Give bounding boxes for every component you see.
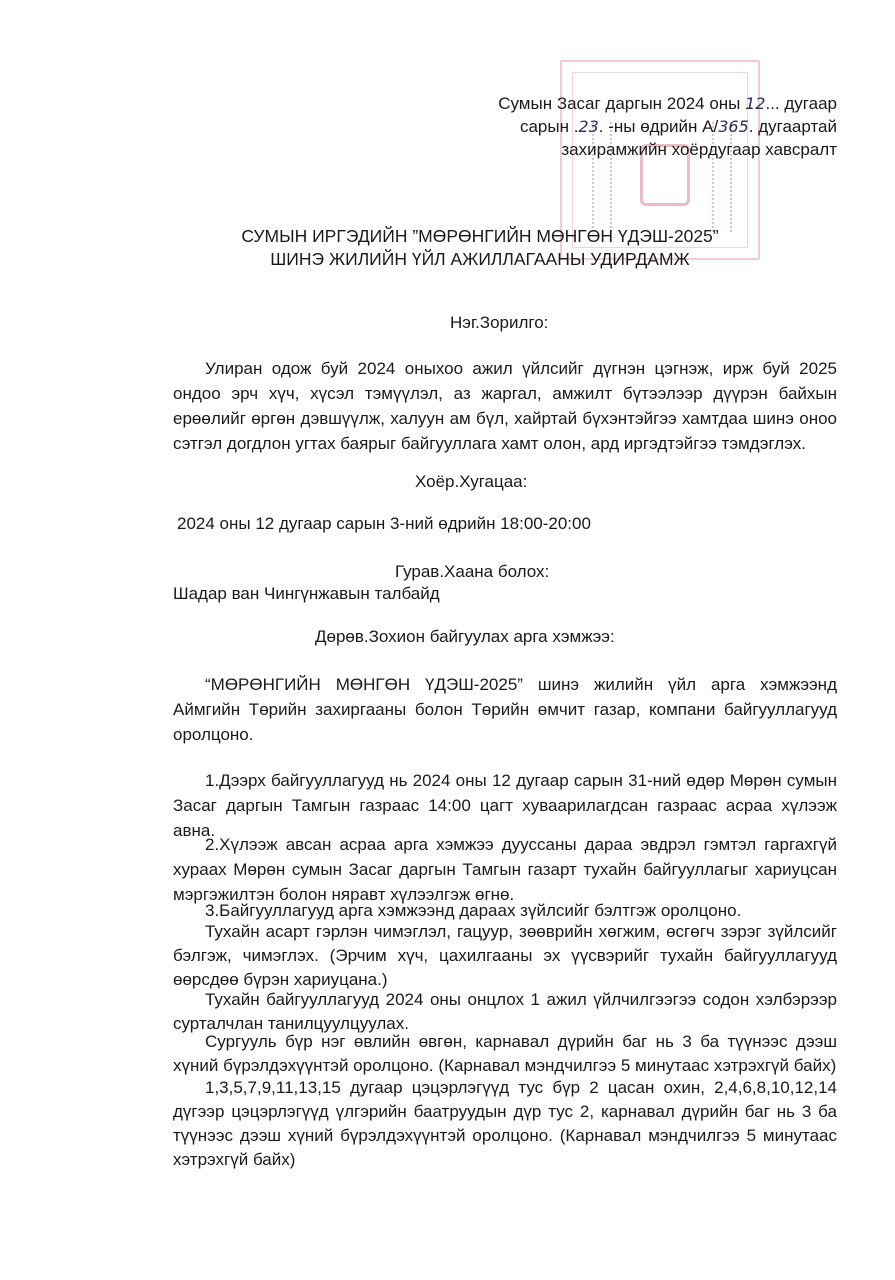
section-3-heading: Гурав.Хаана болох: (395, 562, 550, 581)
section-2-body: 2024 оны 12 дугаар сарын 3-ний өдрийн 18:00-20:00 (177, 514, 591, 533)
section-4-item-2: 2.Хүлээж авсан асраа арга хэмжээ дууссаны дараа эвдрэл гэмтэл гаргахгүй хураах Мөрөн сумын Засаг даргын Тамгын газарт тухайн байгууллагыг хариуцсан мэргэжилтэн болон няравт хүлээлгэж өгнө. (173, 835, 837, 904)
section-4-item-5: Тухайн байгууллагууд 2024 оны онцлох 1 ажил үйлчилгээгээ содон хэлбэрээр сурталчлан танилцуулцуулах. (173, 990, 837, 1033)
section-4-heading: Дөрөв.Зохион байгуулах арга хэмжээ: (315, 627, 615, 646)
handwritten-day: 23 (578, 117, 599, 136)
annex-line-3: захирамжийн хоёрдугаар хавсралт (561, 140, 837, 159)
annex-reference (498, 92, 837, 161)
annex-line-1: Сумын Засаг даргын 2024 оны 12... дугаар (498, 94, 837, 113)
section-4-item-7: 1,3,5,7,9,11,13,15 дугаар цэцэрлэгүүд тус бүр 2 цасан охин, 2,4,6,8,10,12,14 дүгээр цэцэрлэгүүд үлгэрийн баатруудын дүр тус 2, карнавал дүрийн баг нь 3 ба түүнээс дээш хүний бүрэлдэхүүнтэй оролцоно. (Карнавал мэндчилгээ 5 минутаас хэтрэхгүй байх) (173, 1078, 837, 1169)
title-line-1: СУМЫН ИРГЭДИЙН ”МӨРӨНГИЙН МӨНГӨН ҮДЭШ-2025” (241, 226, 719, 246)
section-1-body: Улиран одож буй 2024 оныхоо ажил үйлсийг дүгнэн цэгнэж, ирж буй 2025 ондоо эрч хүч, хүсэл тэмүүлэл, аз жаргал, амжилт бүтээлээр дүүрэн байхын ерөөлийг өргөн дэвшүүлж, халуун ам бүл, хайртай бүхэнтэйгээ хамтдаа шинэ оноо сэтгэл догдлон угтах баярыг байгууллага хамт олон, ард иргэдтэйгээ тэмдэглэх. (173, 359, 837, 453)
section-4-item-3: 3.Байгууллагууд арга хэмжээнд дараах зүйлсийг бэлтгэж оролцоно. (205, 901, 742, 920)
section-4-item-1: 1.Дээрх байгууллагууд нь 2024 оны 12 дугаар сарын 31-ний өдөр Мөрөн сумын Засаг даргын Тамгын газраас 14:00 цагт хуваарилагдсан газраас асраа хүлээж авна. (173, 771, 837, 840)
section-1-heading: Нэг.Зорилго: (450, 313, 549, 332)
document-title (0, 225, 895, 271)
section-4-item-6: Сургууль бүр нэг өвлийн өвгөн, карнавал дүрийн баг нь 3 ба түүнээс дээш хүний бүрэлдэхүүнтэй оролцоно. (Карнавал мэндчилгээ 5 минутаас хэтрэхгүй байх) (173, 1032, 837, 1075)
section-2-heading: Хоёр.Хугацаа: (415, 472, 528, 491)
annex-line-2: сарын .23. -ны өдрийн А/365. дугаартай (519, 117, 837, 136)
handwritten-order-number: 365 (718, 117, 749, 136)
section-4-intro: “МӨРӨНГИЙН МӨНГӨН ҮДЭШ-2025” шинэ жилийн үйл арга хэмжээнд Аймгийн Төрийн захиргааны болон Төрийн өмчит газар, компани байгууллагууд оролцоно. (173, 675, 837, 744)
handwritten-number: 12 (745, 94, 766, 113)
section-4-item-4: Тухайн асарт гэрлэн чимэглэл, гацуур, зөөврийн хөгжим, өсгөгч зэрэг зүйлсийг бэлгэж, чимэглэх. (Эрчим хүч, цахилгааны эх үүсвэрийг тухайн байгууллагууд өөрсдөө бүрэн хариуцана.) (173, 922, 837, 989)
section-3-body: Шадар ван Чингүнжавын талбайд (173, 584, 440, 603)
title-line-2: ШИНЭ ЖИЛИЙН ҮЙЛ АЖИЛЛАГААНЫ УДИРДАМЖ (270, 249, 690, 269)
